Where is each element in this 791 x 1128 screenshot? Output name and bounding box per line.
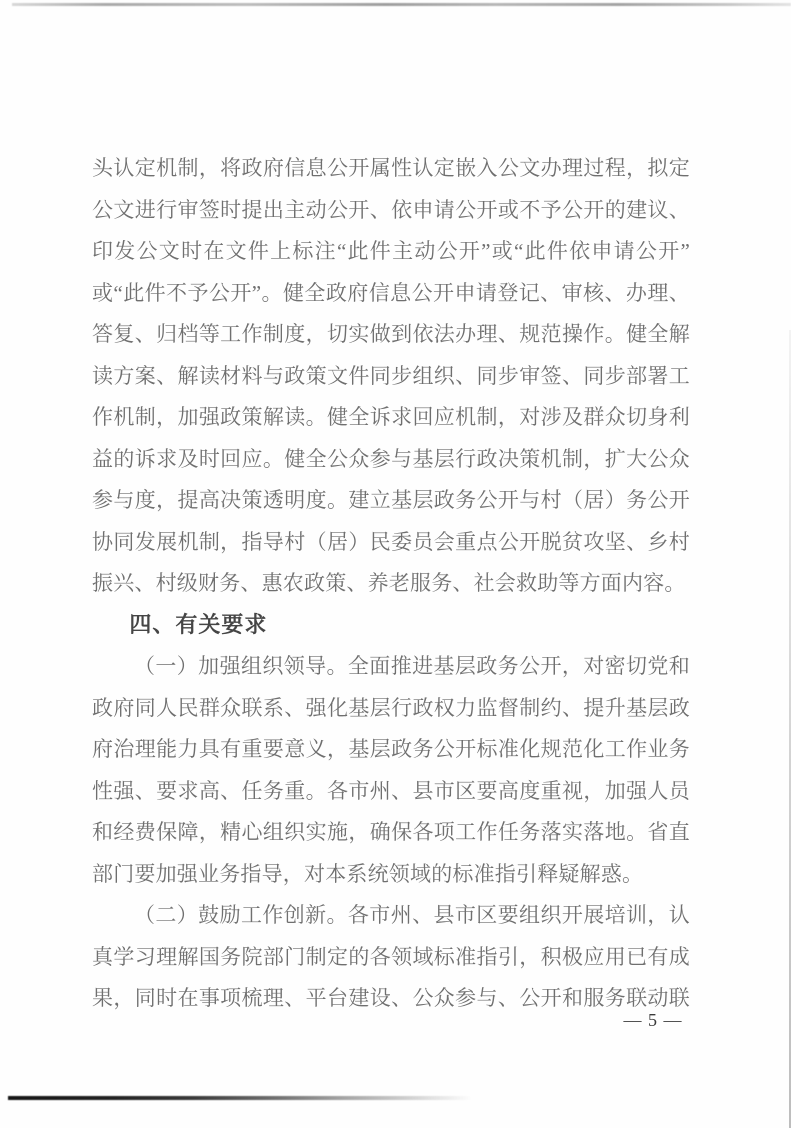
body-text-line: 参与度，提高决策透明度。建立基层政务公开与村（居）务公开 bbox=[92, 488, 690, 512]
body-text-line: 印发公文时在文件上标注“此件主动公开”或“此件依申请公开” bbox=[92, 239, 690, 263]
body-text-line: 和经费保障，精心组织实施，确保各项工作任务落实落地。省直 bbox=[92, 820, 690, 844]
body-text-line: 读方案、解读材料与政策文件同步组织、同步审签、同步部署工 bbox=[92, 363, 690, 388]
body-text-line: 作机制，加强政策解读。健全诉求回应机制，对涉及群众切身利 bbox=[92, 405, 690, 429]
body-text-line: 答复、归档等工作制度，切实做到依法办理、规范操作。健全解 bbox=[92, 322, 690, 346]
body-text-block bbox=[92, 148, 690, 1020]
scan-top-edge-artifact bbox=[12, 3, 791, 6]
body-text-line: 头认定机制，将政府信息公开属性认定嵌入公文办理过程，拟定 bbox=[92, 156, 690, 180]
body-text-line: 府治理能力具有重要意义，基层政务公开标准化规范化工作业务 bbox=[92, 737, 690, 761]
body-text-line: 协同发展机制，指导村（居）民委员会重点公开脱贫攻坚、乡村 bbox=[92, 529, 690, 554]
body-text-line: 益的诉求及时回应。健全公众参与基层行政决策机制，扩大公众 bbox=[92, 446, 690, 471]
body-text-line: 真学习理解国务院部门制定的各领域标准指引，积极应用已有成 bbox=[92, 944, 690, 969]
body-text-line: （一）加强组织领导。全面推进基层政务公开，对密切党和 bbox=[134, 654, 690, 678]
section-heading: 四、有关要求 bbox=[129, 612, 268, 638]
body-text-line: 性强、要求高、任务重。各市州、县市区要高度重视，加强人员 bbox=[92, 778, 690, 803]
body-text-line: 部门要加强业务指导，对本系统领域的标准指引释疑解惑。 bbox=[92, 861, 644, 886]
page-number: — 5 — bbox=[623, 1010, 683, 1030]
body-text-line: 或“此件不予公开”。健全政府信息公开申请登记、审核、办理、 bbox=[92, 280, 690, 305]
body-text-line: 公文进行审签时提出主动公开、依申请公开或不予公开的建议、 bbox=[92, 197, 690, 222]
scan-bottom-edge-artifact bbox=[8, 1096, 588, 1100]
body-text-line: 振兴、村级财务、惠农政策、养老服务、社会救助等方面内容。 bbox=[92, 571, 686, 595]
body-text-line: 果，同时在事项梳理、平台建设、公众参与、公开和服务联动联 bbox=[92, 986, 690, 1010]
body-text-line: 政府同人民群众联系、强化基层行政权力监督制约、提升基层政 bbox=[92, 695, 690, 720]
body-text-line: （二）鼓励工作创新。各市州、县市区要组织开展培训，认 bbox=[134, 903, 690, 927]
